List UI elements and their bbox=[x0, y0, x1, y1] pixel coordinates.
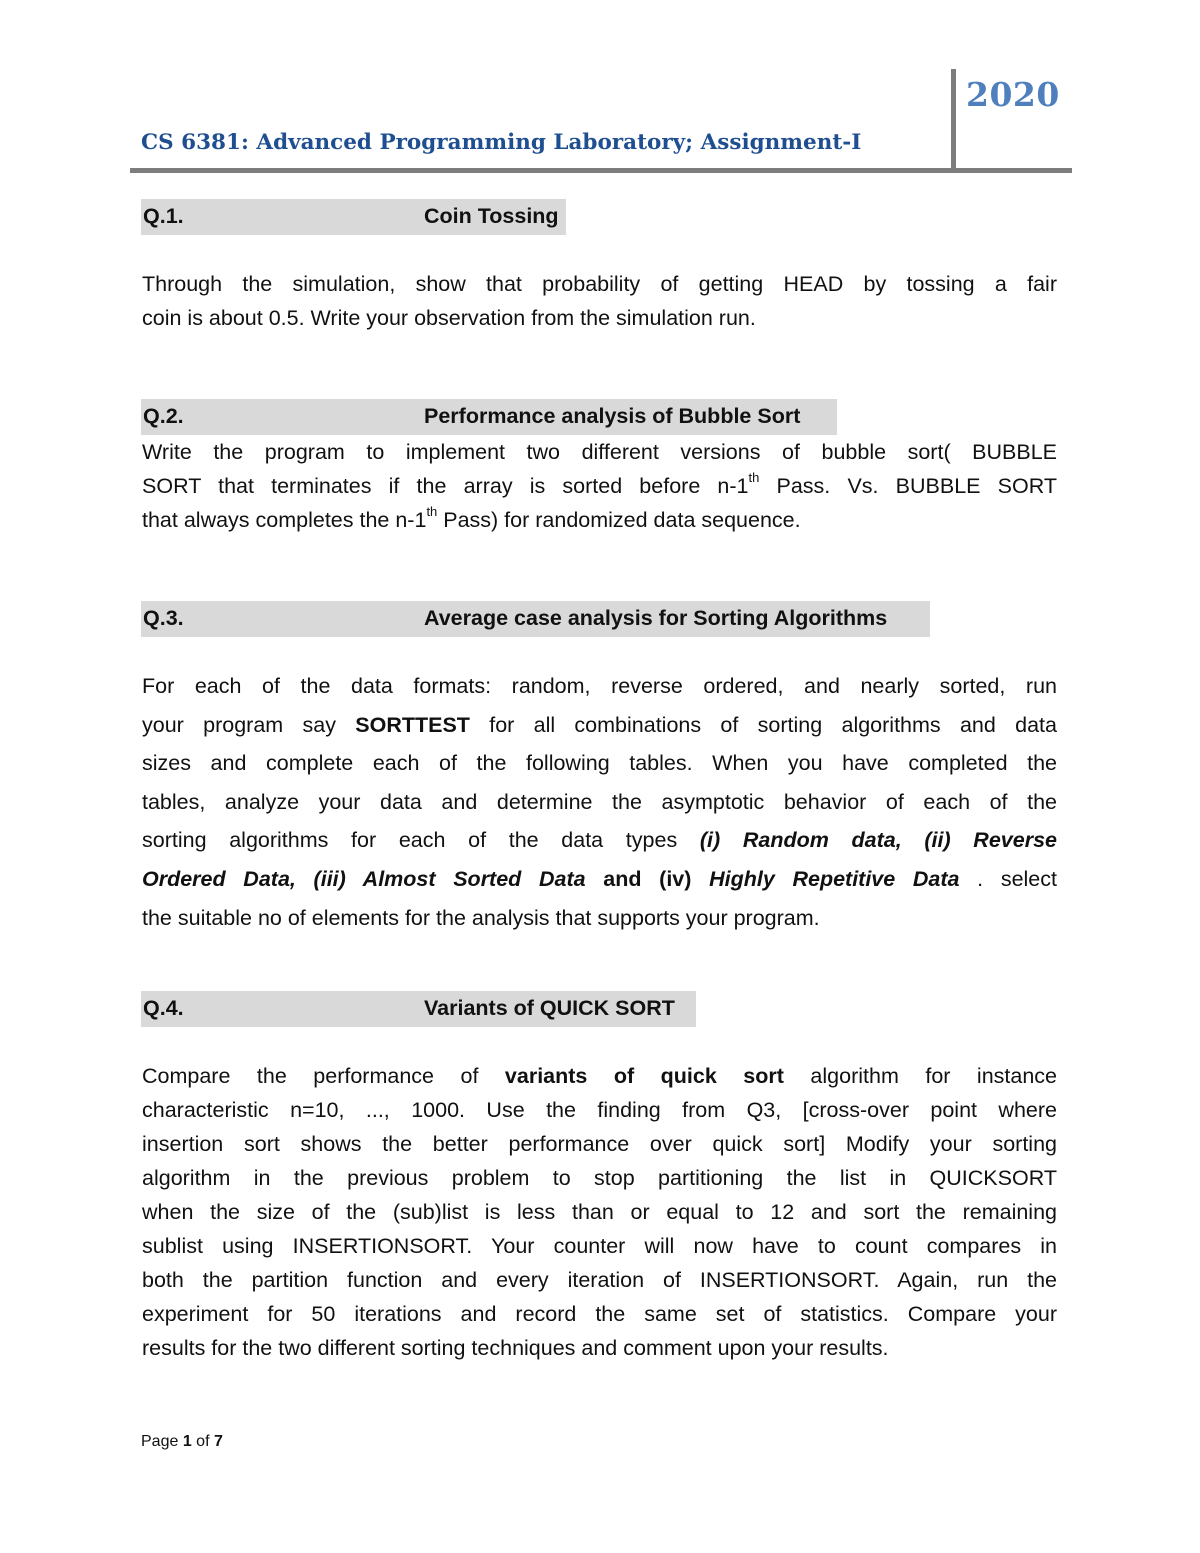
q2-body bbox=[142, 435, 1057, 537]
q3-text: sorting algorithms for each of the data types bbox=[142, 828, 700, 853]
q4-heading bbox=[141, 991, 696, 1027]
q1-line: coin is about 0.5. Write your observation from the simulation run. bbox=[142, 306, 756, 330]
q3-line: tables, analyze your data and determine the asymptotic behavior of each of the bbox=[142, 789, 1057, 814]
q2-line bbox=[142, 503, 1057, 537]
header-horizontal-rule bbox=[130, 168, 1072, 173]
q4-emphasis: variants of quick sort bbox=[504, 1064, 784, 1088]
q3-data-types: (i) Random data, (ii) Reverse bbox=[699, 828, 1057, 853]
q4-line: both the partition function and every iteration of INSERTIONSORT. Again, run the bbox=[142, 1268, 1057, 1292]
footer-text: of bbox=[191, 1433, 214, 1450]
q2-text: that always completes the n-1 bbox=[142, 508, 427, 532]
q3-heading bbox=[141, 601, 930, 637]
q3-line bbox=[142, 821, 1057, 860]
q3-text: for all combinations of sorting algorithms and data bbox=[469, 712, 1057, 737]
q3-text: . select bbox=[959, 866, 1057, 891]
page-title: CS 6381: Advanced Programming Laboratory; Assignment-I bbox=[141, 130, 862, 155]
q4-line: results for the two different sorting techniques and comment upon your results. bbox=[142, 1336, 889, 1360]
header-vertical-rule bbox=[951, 69, 956, 171]
q3-text: and (iv) bbox=[585, 866, 710, 891]
q2-text: SORT that terminates if the array is sorted before n-1 bbox=[142, 474, 749, 498]
q4-line: experiment for 50 iterations and record the same set of statistics. Compare your bbox=[142, 1302, 1057, 1326]
header-year: 2020 bbox=[966, 75, 1060, 114]
q3-data-types: Highly Repetitive Data bbox=[709, 866, 960, 891]
q2-title: Performance analysis of Bubble Sort bbox=[424, 404, 801, 428]
q4-line: algorithm in the previous problem to stop partitioning the list in QUICKSORT bbox=[142, 1166, 1057, 1190]
q1-heading bbox=[141, 199, 566, 235]
q1-line: Through the simulation, show that probability of getting HEAD by tossing a fair bbox=[142, 272, 1057, 296]
q3-number: Q.3. bbox=[143, 606, 184, 630]
q1-number: Q.1. bbox=[143, 204, 184, 228]
q4-line: insertion sort shows the better performance over quick sort] Modify your sorting bbox=[142, 1132, 1057, 1156]
q2-text: Pass) for randomized data sequence. bbox=[437, 508, 801, 532]
q3-line bbox=[142, 860, 1057, 899]
q2-line bbox=[142, 469, 1057, 503]
q4-line: sublist using INSERTIONSORT. Your counter will now have to count compares in bbox=[142, 1234, 1057, 1258]
q3-body bbox=[142, 667, 1057, 937]
q2-heading bbox=[141, 399, 837, 435]
q1-title: Coin Tossing bbox=[424, 204, 559, 228]
q3-line: For each of the data formats: random, reverse ordered, and nearly sorted, run bbox=[142, 674, 1057, 698]
q3-data-types: Ordered Data, (iii) Almost Sorted Data bbox=[142, 866, 586, 891]
q4-title: Variants of QUICK SORT bbox=[424, 996, 675, 1020]
q2-text: Pass. Vs. BUBBLE SORT bbox=[759, 474, 1057, 498]
q4-number: Q.4. bbox=[143, 996, 184, 1020]
q2-superscript: th bbox=[748, 470, 760, 485]
q2-superscript: th bbox=[426, 504, 438, 519]
q4-text: algorithm for instance bbox=[783, 1064, 1058, 1088]
footer-text: Page bbox=[141, 1433, 183, 1450]
footer-total-pages: 7 bbox=[213, 1433, 223, 1450]
q3-line: sizes and complete each of the following tables. When you have completed the bbox=[142, 751, 1057, 776]
page-number-footer bbox=[141, 1433, 223, 1451]
q4-body bbox=[142, 1059, 1057, 1365]
q2-number: Q.2. bbox=[143, 404, 184, 428]
q3-text: your program say bbox=[142, 712, 356, 737]
q4-line: when the size of the (sub)list is less than or equal to 12 and sort the remaining bbox=[142, 1200, 1057, 1224]
q3-line bbox=[142, 706, 1057, 745]
q4-text: Compare the performance of bbox=[142, 1064, 505, 1088]
q2-line: Write the program to implement two different versions of bubble sort( BUBBLE bbox=[142, 440, 1057, 464]
q3-title: Average case analysis for Sorting Algorithms bbox=[424, 606, 888, 630]
q3-line: the suitable no of elements for the analysis that supports your program. bbox=[142, 905, 820, 930]
q1-body bbox=[142, 267, 1057, 335]
q4-line bbox=[142, 1059, 1057, 1093]
q3-program-name: SORTTEST bbox=[355, 712, 470, 737]
q4-line: characteristic n=10, ..., 1000. Use the finding from Q3, [cross-over point where bbox=[142, 1098, 1057, 1122]
footer-page-number: 1 bbox=[182, 1433, 192, 1450]
